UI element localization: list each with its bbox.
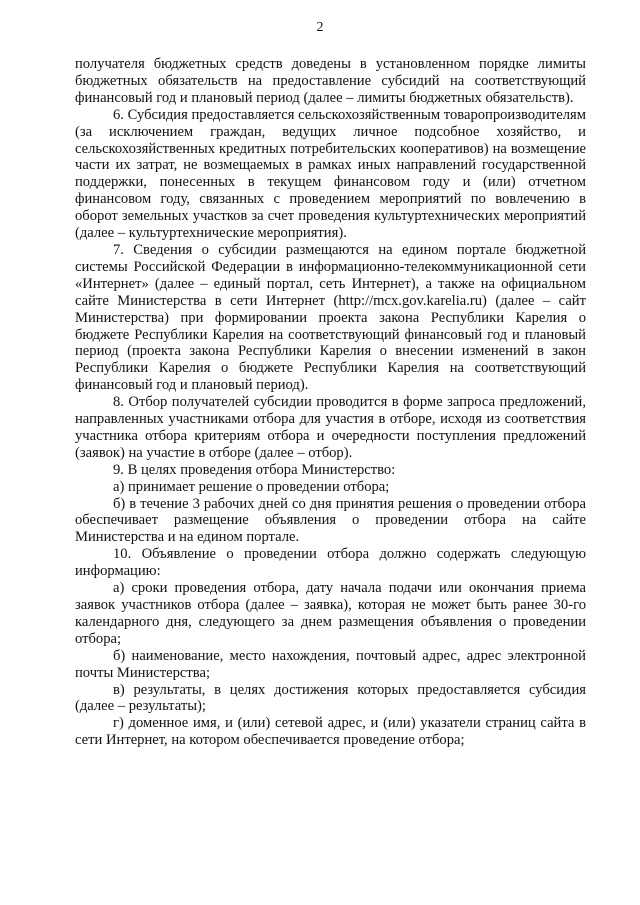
- paragraph-10b: б) наименование, место нахождения, почтовый адрес, адрес электронной почты Министерства;: [75, 647, 586, 681]
- paragraph-continuation: получателя бюджетных средств доведены в установленном порядке лимиты бюджетных обязательств на предоставление субсидий на соответствующий финансовый год и плановый период (далее – лимиты бюджетных обязательств).: [75, 56, 586, 106]
- paragraph-9b: б) в течение 3 рабочих дней со дня принятия решения о проведении отбора обеспечивает размещение объявления о проведении отбора на сайте Министерства и на едином портале.: [75, 495, 586, 546]
- paragraph-7-information: 7. Сведения о субсидии размещаются на едином портале бюджетной системы Российской Федерации в информационно-телекоммуникационной сети «Интернет» (далее – единый портал, сеть Интернет), а также на официальном сайте Министерства в сети Интернет (http://mcx.gov.karelia.ru) (далее – сайт Министерства) при формировании проекта закона Республики Карелия о бюджете Республики Карелия на соответствующий финансовый год и плановый период (проекта закона Республики Карелия о внесении изменений в закон Республики Карелия о бюджете Республики Карелия на соответствующий финансовый год и плановый период).: [75, 241, 586, 394]
- paragraph-9a: а) принимает решение о проведении отбора;: [113, 478, 390, 495]
- paragraph-10d: г) доменное имя, и (или) сетевой адрес, и (или) указатели страниц сайта в сети Интернет, на котором обеспечивается проведение отбора;: [75, 715, 586, 749]
- paragraph-6-subsidy: 6. Субсидия предоставляется сельскохозяйственным товаропроизводителям (за исключением граждан, ведущих личное подсобное хозяйство, и сельскохозяйственных кредитных потребительских кооперативов) на возмещение части их затрат, не возмещаемых в рамках иных направлений государственной поддержки, понесенных в текущем финансовом году и (или) отчетном финансовом году, связанных с проведением мероприятий по вовлечению в оборот земельных участков за счет проведения культуртехнических мероприятий (далее – культуртехнические мероприятия).: [75, 106, 586, 242]
- paragraph-10a: а) сроки проведения отбора, дату начала подачи или окончания приема заявок участников отбора (далее – заявка), которая не может быть ранее 30-го календарного дня, следующего за днем размещения объявления о проведении отбора;: [75, 580, 586, 647]
- document-body: [75, 56, 586, 749]
- paragraph-9-ministry: 9. В целях проведения отбора Министерство:: [113, 461, 396, 478]
- paragraph-10-announcement: 10. Объявление о проведении отбора должно содержать следующую информацию:: [75, 546, 586, 580]
- page-number: 2: [316, 20, 324, 35]
- paragraph-8-selection: 8. Отбор получателей субсидии проводится в форме запроса предложений, направленных участниками отбора для участия в отборе, исходя из соответствия участника отбора критериям отбора и очередности поступления предложений (заявок) на участие в отборе (далее – отбор).: [75, 394, 586, 461]
- paragraph-10c: в) результаты, в целях достижения которых предоставляется субсидия (далее – результаты);: [75, 681, 586, 715]
